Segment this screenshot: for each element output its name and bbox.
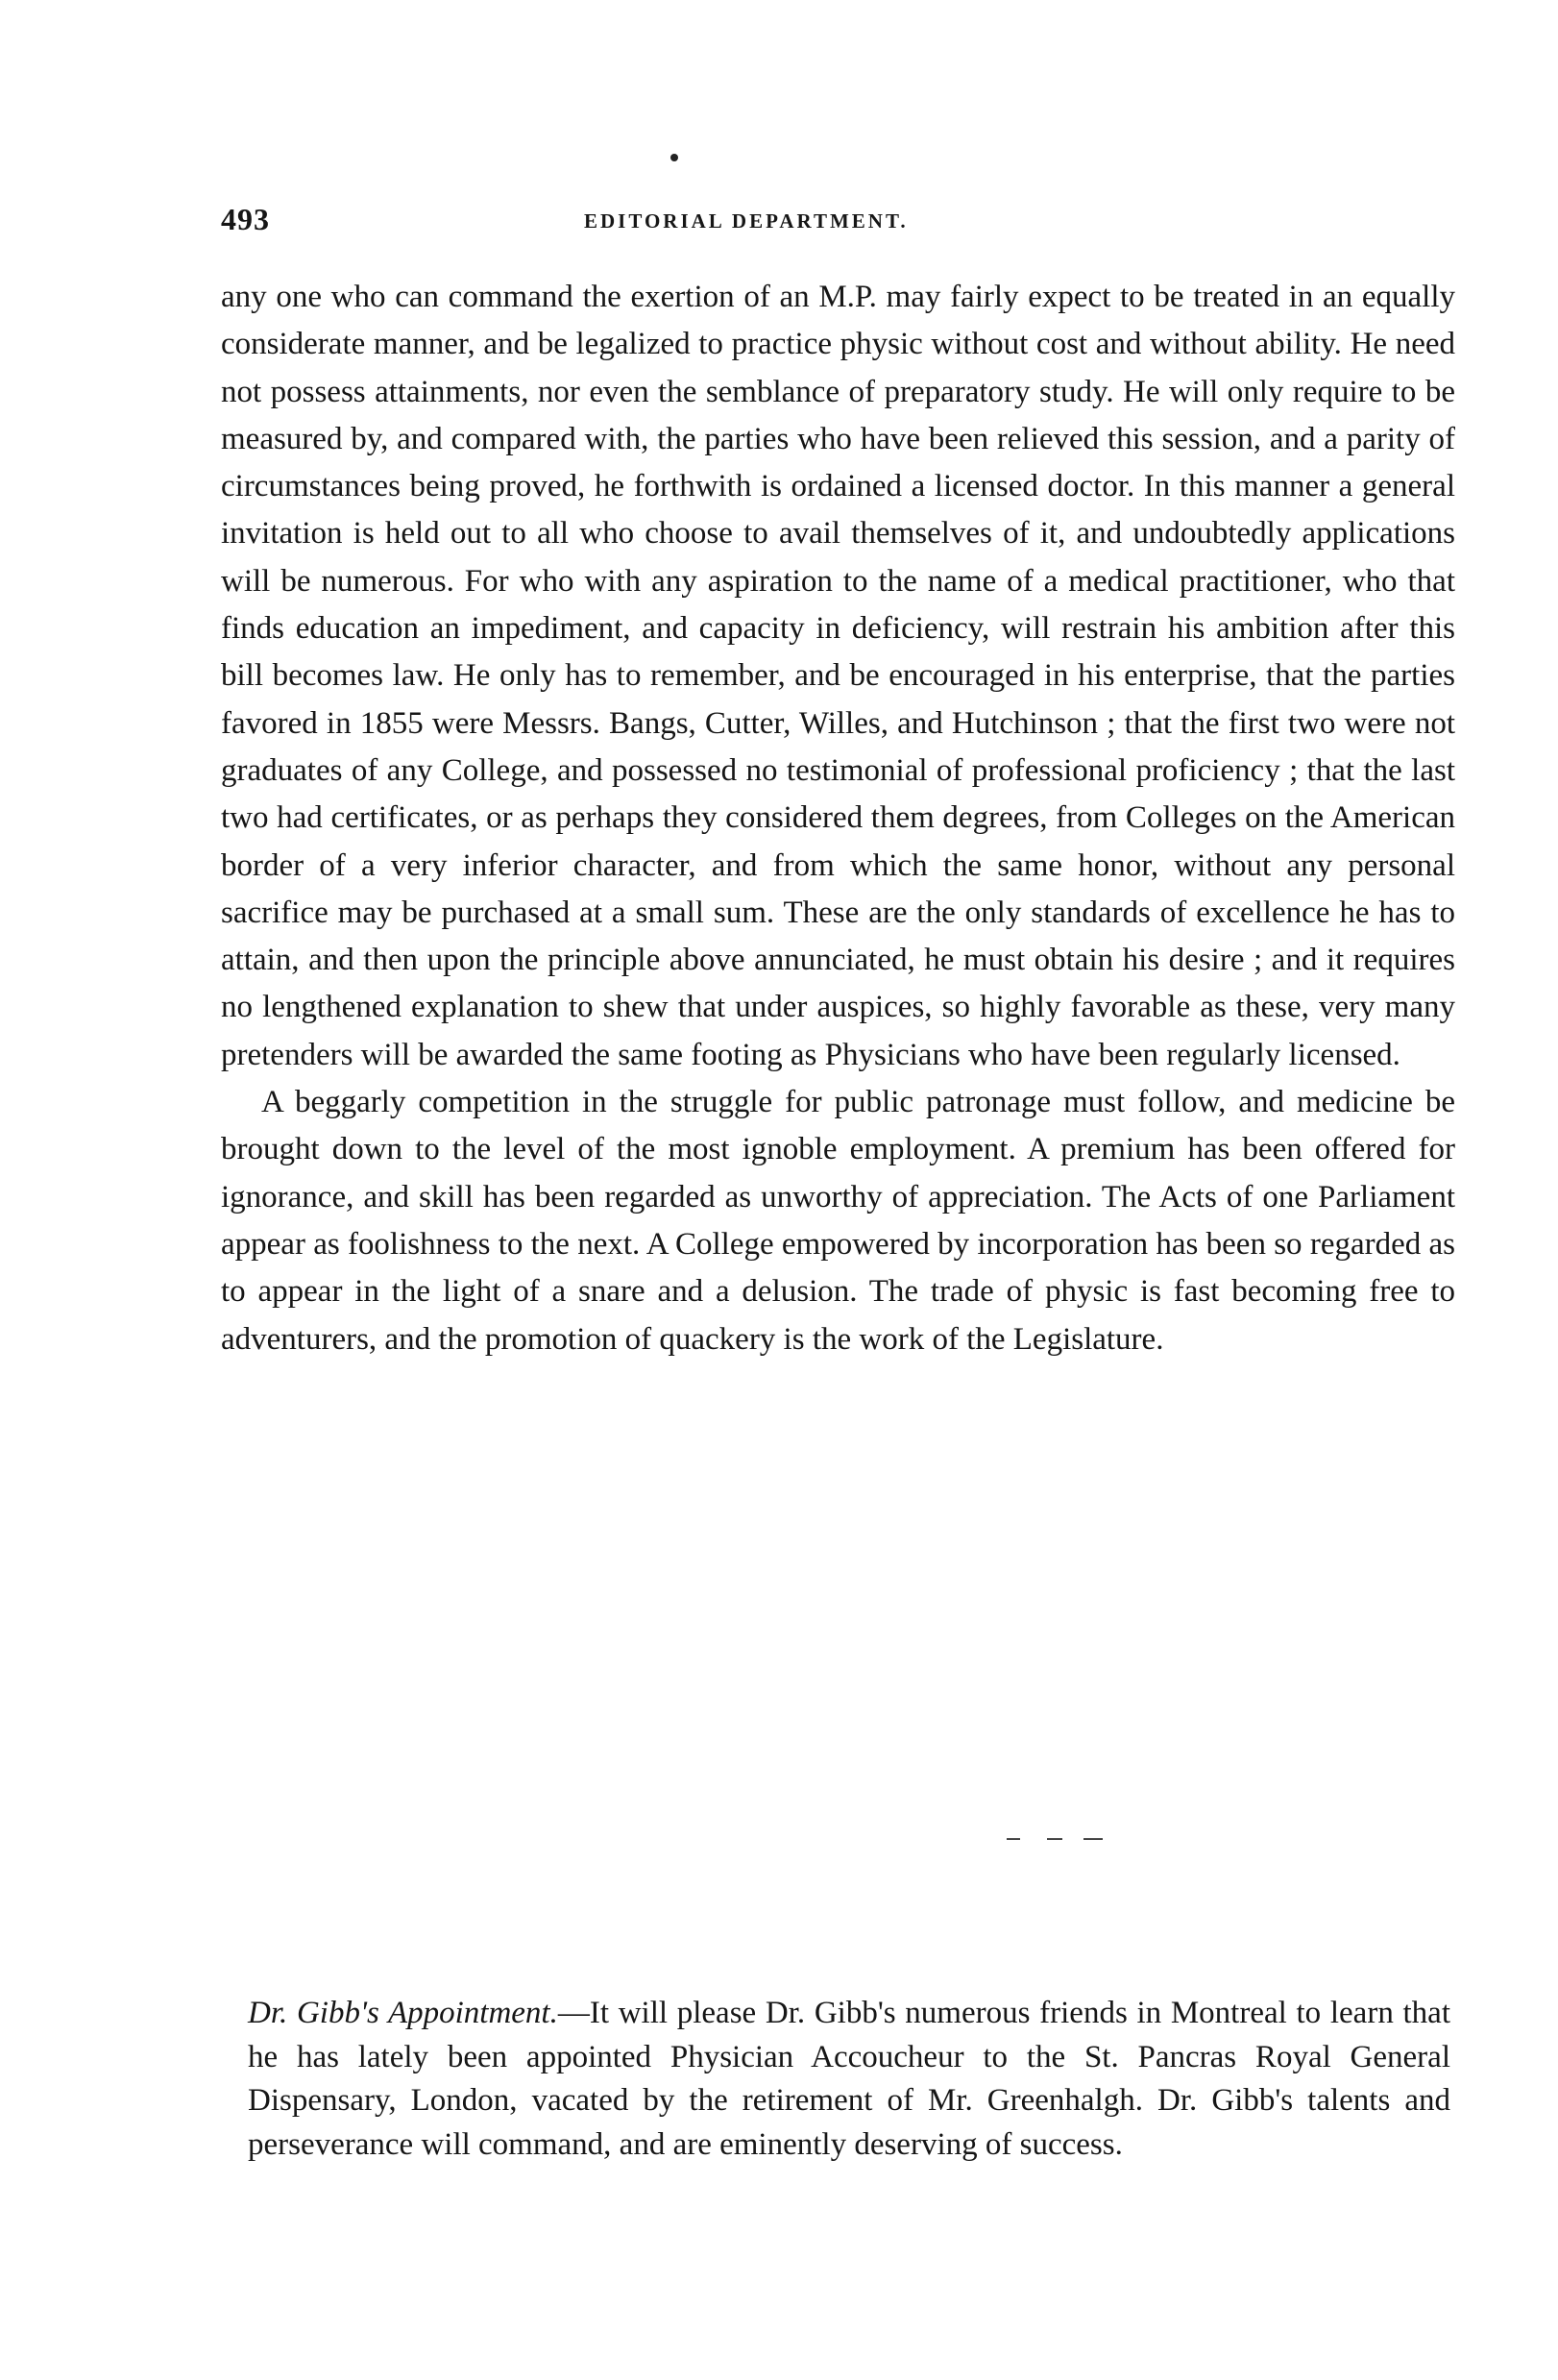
notice-body: It will please Dr. Gibb's numerous friends in Montreal to learn that he has lately been appointed Physician Accoucheur to the St. Pancras Royal General Dispensary, London, vacated by the retirement of Mr. Greenhalgh. Dr. Gibb's talents and perseverance will command, and are eminently deserving of success. bbox=[248, 1996, 1450, 2162]
ornament-dot bbox=[670, 154, 678, 161]
page-number: 493 bbox=[221, 202, 270, 236]
article-body bbox=[221, 274, 1455, 1363]
section-divider bbox=[1007, 1838, 1103, 1848]
article-paragraph-1: any one who can command the exertion of an M.P. may fairly expect to be treated in an equally considerate manner, and be legalized to practice physic without cost and without ability. He need not possess attainments, nor even the semblance of preparatory study. He will only require to be measured by, and compared with, the parties who have been relieved this session, and a parity of circumstances being proved, he forthwith is ordained a licensed doctor. In this manner a general invitation is held out to all who choose to avail themselves of it, and undoubtedly applications will be numerous. For who with any aspiration to the name of a medical practitioner, who that finds education an impediment, and capacity in deficiency, will restrain his ambition after this bill becomes law. He only has to remember, and be encouraged in his enterprise, that the parties favored in 1855 were Messrs. Bangs, Cutter, Willes, and Hutchinson ; that the first two were not graduates of any College, and possessed no testimonial of professional proficiency ; that the last two had certificates, or as perhaps they considered them degrees, from Colleges on the American border of a very inferior character, and from which the same honor, without any personal sacrifice may be purchased at a small sum. These are the only standards of excellence he has to attain, and then upon the principle above annunciated, he must obtain his desire ; and it requires no lengthened explanation to shew that under auspices, so highly favorable as these, very many pretenders will be awarded the same footing as Physicians who have been regularly licensed. bbox=[221, 280, 1455, 1072]
appointment-notice bbox=[248, 1992, 1450, 2167]
notice-dash: — bbox=[557, 1996, 590, 2030]
running-title: EDITORIAL DEPARTMENT. bbox=[584, 209, 909, 233]
notice-paragraph bbox=[248, 1992, 1450, 2167]
running-head bbox=[221, 202, 1450, 240]
article-paragraph-2: A beggarly competition in the struggle for public patronage must follow, and medicine be brought down to the level of the most ignoble employment. A premium has been offered for ignorance, and skill has been regarded as unworthy of appreciation. The Acts of one Parliament appear as foolishness to the next. A College empowered by incorporation has been so regarded as to appear in the light of a snare and a delusion. The trade of physic is fast becoming free to adventurers, and the promotion of quackery is the work of the Legislature. bbox=[221, 1085, 1455, 1357]
notice-title: Dr. Gibb's Appointment. bbox=[248, 1996, 558, 2030]
